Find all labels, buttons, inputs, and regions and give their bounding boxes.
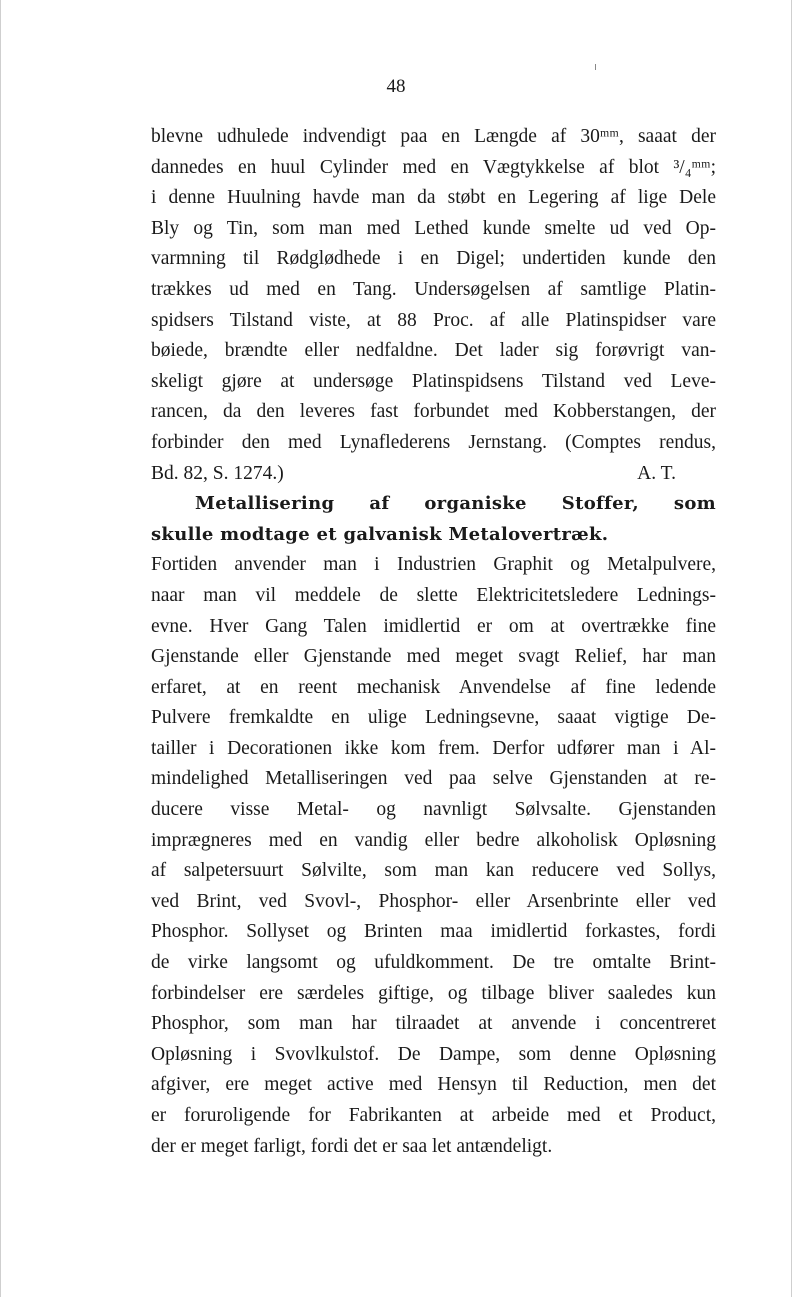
text-line: Phosphor. Sollyset og Brinten maa imidlertid forkastes, fordi	[151, 921, 716, 943]
text-line: rancen, da den leveres fast forbundet med Kobberstangen, der	[151, 401, 716, 423]
text-line: naar man vil meddele de slette Elektricitetsledere Lednings-	[151, 584, 716, 606]
text-line: skeligt gjøre at undersøge Platinspidsens Tilstand ved Leve-	[151, 370, 716, 392]
text-line: ducere visse Metal- og navnligt Sølvsalte. Gjenstanden	[151, 799, 716, 821]
heading-line: skulle modtage et galvanisk Metalovertræk.	[151, 523, 609, 545]
paragraph-2	[151, 550, 716, 1162]
text-line: blevne udhulede indvendigt paa en Længde af 30ᵐᵐ, saaat der	[151, 126, 716, 147]
text-line: varmning til Rødglødhede i en Digel; undertiden kunde den	[151, 248, 716, 270]
text-line: evne. Hver Gang Talen imidlertid er om at overtrække fine	[151, 615, 716, 637]
text-line: ved Brint, ved Svovl-, Phosphor- eller Arsenbrinte eller ved	[151, 890, 716, 912]
author-signature: A. T.	[637, 462, 676, 484]
text-line: mindelighed Metalliseringen ved paa selve Gjenstanden at re-	[151, 768, 716, 790]
text-line: bøiede, brændte eller nedfaldne. Det lader sig forøvrigt van-	[151, 340, 716, 362]
text-line: imprægneres med en vandig eller bedre alkoholisk Opløsning	[151, 829, 716, 851]
text-line: Phosphor, som man har tilraadet at anvende i concentreret	[151, 1013, 716, 1035]
text-line: Gjenstande eller Gjenstande med meget svagt Relief, har man	[151, 646, 716, 668]
text-line: forbinder den med Lynaflederens Jernstang. (Comptes rendus,	[151, 431, 716, 453]
text-line: tailler i Decorationen ikke kom frem. Derfor udfører man i Al-	[151, 737, 716, 759]
citation-line	[151, 459, 716, 490]
text-line: er forurоligende for Fabrikanten at arbeide med et Product,	[151, 1105, 716, 1126]
heading-line: Metallisering af organiske Stoffer, som	[195, 493, 716, 515]
text-line: erfaret, at en reent mechanisk Anvendelse af fine ledende	[151, 676, 716, 698]
section-heading	[151, 489, 716, 550]
text-line: spidsers Tilstand viste, at 88 Proc. af alle Platinspidser vare	[151, 309, 716, 331]
page-content	[151, 122, 716, 1162]
text-line: de virke langsomt og ufuldkomment. De tre omtalte Brint-	[151, 952, 716, 974]
text-line: afgiver, ere meget active med Hensyn til Reduction, men det	[151, 1074, 716, 1096]
paragraph-1	[151, 122, 716, 489]
text-line: af salpetersuurt Sølvilte, som man kan reducere ved Sollys,	[151, 860, 716, 882]
citation: Bd. 82, S. 1274.)	[151, 462, 284, 484]
text-line: forbindelser ere særdeles giftige, og tilbage bliver saaledes kun	[151, 982, 716, 1004]
text-line: Pulvere fremkaldte en ulige Ledningsevne, saaat vigtige De-	[151, 707, 716, 729]
text-line: Bly og Tin, som man med Lethed kunde smelte ud ved Op-	[151, 217, 716, 239]
text-line: der er meget farligt, fordi det er saa let antændeligt.	[151, 1135, 553, 1157]
text-line: Opløsning i Svovlkulstof. De Dampe, som denne Opløsning	[151, 1043, 716, 1065]
margin-mark	[595, 64, 596, 70]
text-line: trækkes ud med en Tang. Undersøgelsen af samtlige Platin-	[151, 278, 716, 300]
text-line: i denne Huulning havde man da støbt en Legering af lige Dele	[151, 187, 716, 209]
text-line: dannedes en huul Cylinder med en Vægtykkelse af blot ³/₄ᵐᵐ;	[151, 156, 716, 178]
page-number: 48	[386, 76, 406, 97]
text-line: Fortiden anvender man i Industrien Graphit og Metalpulvere,	[151, 554, 716, 576]
